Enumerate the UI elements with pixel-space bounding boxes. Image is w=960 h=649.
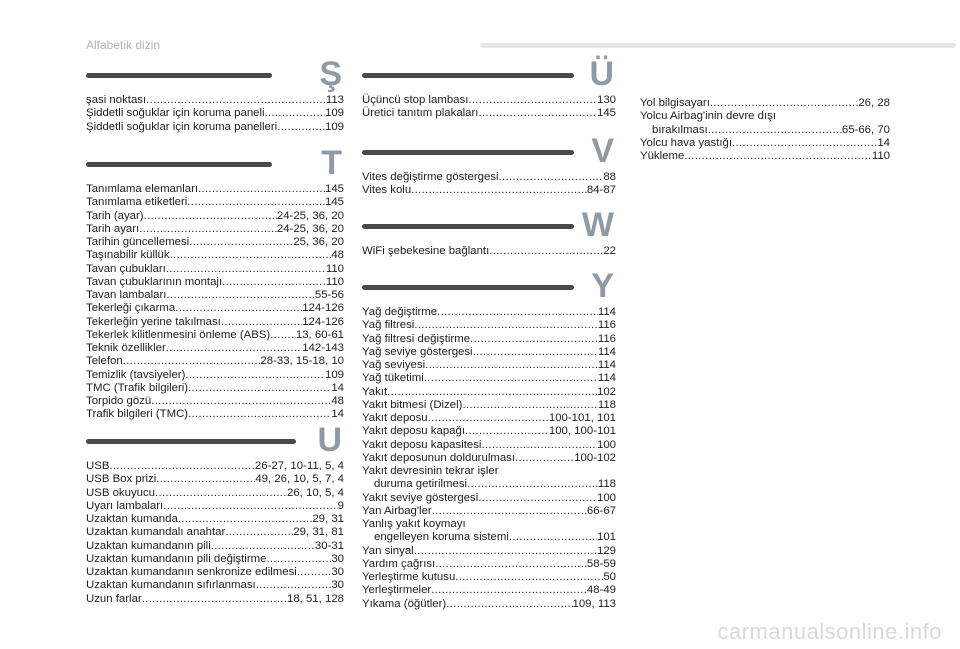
entry-name: Uyarı lambaları (86, 499, 164, 512)
entry-pages: 110 (871, 150, 890, 162)
entry-pages: 84-87 (586, 184, 616, 197)
entry-pages: 30-31 (314, 539, 344, 552)
entry-pages: 14 (331, 408, 344, 421)
entry-name: Temizlik (tavsiyeler) (86, 368, 186, 381)
entry-name: Üçüncü stop lambası (362, 94, 469, 106)
entry-pages: 129 (596, 544, 616, 557)
entry-list (640, 97, 890, 163)
entry-pages: 26, 28 (858, 97, 890, 109)
entry-name: TMC (Trafik bilgileri) (86, 381, 189, 394)
entry-pages: 109, 113 (572, 597, 616, 610)
entry-name: Teknik özellikler (86, 342, 166, 354)
entry-name: Tarih (ayar) (86, 209, 144, 222)
entry-name: Yakıt deposu kapasitesi (362, 438, 482, 451)
index-entry (86, 395, 344, 408)
entry-pages: 30 (331, 579, 344, 592)
index-entry (362, 425, 616, 438)
index-entry (362, 598, 616, 611)
entry-pages: 24-25, 36, 20 (276, 222, 344, 235)
entry-name: Yakıt (362, 385, 388, 398)
dot-leader (478, 492, 597, 505)
index-entry (640, 110, 890, 123)
dot-leader (435, 558, 587, 571)
dot-leader (156, 473, 255, 486)
index-entry (362, 452, 616, 465)
section-heading (362, 206, 616, 245)
entry-name: Telefon (86, 355, 123, 368)
index-entry (86, 473, 344, 486)
section-u-umlaut (362, 55, 616, 121)
entry-pages: 145 (596, 107, 616, 120)
entry-name: Tanımlama elemanları (86, 183, 199, 195)
dot-leader (256, 579, 332, 592)
entry-pages: 109 (324, 107, 344, 120)
section-y (362, 267, 616, 611)
index-entry (86, 302, 344, 315)
dot-leader (499, 171, 604, 184)
entry-pages: 100 (596, 438, 616, 451)
index-entry (86, 263, 344, 276)
dot-leader (478, 107, 597, 120)
entry-name: Yolcu Airbag'inin devre dışı (640, 110, 776, 123)
section-letter: T (321, 144, 342, 182)
entry-pages: 28-33, 15-18, 10 (260, 355, 344, 368)
dot-leader (211, 540, 315, 553)
header-bar (480, 43, 956, 48)
index-entry (362, 412, 616, 425)
entry-name: Yakıt deposu (362, 412, 428, 424)
entry-pages: 48-49 (586, 584, 616, 597)
dot-leader (489, 245, 603, 258)
index-entry (362, 465, 616, 478)
index-entry (362, 306, 616, 319)
entry-list (86, 183, 344, 422)
dot-leader (387, 386, 597, 399)
index-entry (86, 553, 344, 566)
dot-leader (166, 342, 302, 355)
dot-leader (515, 452, 574, 465)
entry-name: Yakıt deposu kapağı (362, 425, 466, 438)
entry-list (86, 94, 344, 134)
entry-list (362, 94, 616, 121)
section-letter: U (317, 421, 342, 459)
dot-leader (270, 329, 296, 342)
entry-pages: 50 (603, 571, 616, 583)
index-entry (362, 399, 616, 412)
entry-name: Uzaktan kumandanın sıfırlanması (86, 579, 256, 592)
entry-pages: 114 (597, 359, 616, 371)
entry-pages: 100, 100-101 (548, 425, 616, 438)
dot-leader (109, 460, 255, 473)
entry-name: Yakıt bitmesi (Dizel) (362, 398, 463, 411)
entry-name: Yakıt devresinin tekrar işler (362, 465, 499, 477)
index-entry (86, 460, 344, 473)
index-entry (362, 107, 616, 120)
index-entry (86, 369, 344, 382)
entry-name: Yağ filtresi değiştirme (362, 332, 471, 345)
dot-leader (411, 184, 587, 197)
index-entry (362, 359, 616, 372)
index-entry (86, 94, 344, 107)
header-title: Alfabetik dizin (86, 38, 161, 52)
entry-name: Uzaktan kumandanın pili değiştirme (86, 552, 267, 565)
entry-pages: 26-27, 10-11, 5, 4 (254, 460, 344, 472)
index-entry (362, 505, 616, 518)
dot-leader (189, 236, 293, 249)
dot-leader (424, 372, 598, 385)
entry-name: USB (86, 460, 110, 472)
entry-pages: 100 (596, 491, 616, 504)
dot-leader (146, 94, 326, 107)
entry-pages: 100-101, 101 (548, 412, 616, 424)
section-letter: Y (591, 267, 614, 305)
index-entry (86, 593, 344, 606)
section-y-continued (640, 97, 890, 163)
dot-leader (684, 150, 872, 163)
entry-pages: 109 (324, 120, 344, 133)
index-entry (362, 372, 616, 385)
dot-leader (297, 566, 331, 579)
entry-name: USB Box prizi (86, 473, 157, 486)
entry-pages: 49, 26, 10, 5, 7, 4 (255, 473, 344, 486)
entry-name: Şiddetli soğuklar için koruma panelleri (86, 120, 278, 133)
dot-leader (155, 487, 287, 500)
entry-pages: 130 (596, 94, 616, 106)
entry-name: Yol bilgisayarı (640, 97, 710, 109)
entry-pages: 29, 31, 81 (293, 526, 344, 539)
dot-leader (187, 196, 325, 209)
entry-name: USB okuyucu (86, 486, 156, 499)
entry-pages: 48 (331, 395, 344, 407)
index-entry (362, 492, 616, 505)
dot-leader (175, 302, 302, 315)
entry-pages: 116 (597, 332, 616, 345)
index-entry (362, 478, 616, 491)
dot-leader (414, 319, 597, 332)
entry-name: bırakılması (652, 123, 708, 136)
dot-leader (446, 598, 572, 611)
entry-name: Torpido gözü (86, 395, 152, 407)
index-entry (362, 184, 616, 197)
entry-pages: 24-25, 36, 20 (276, 209, 344, 222)
dot-leader (178, 513, 313, 526)
index-entry (362, 531, 616, 544)
entry-pages: 30 (331, 566, 344, 578)
index-entry (640, 150, 890, 163)
entry-pages: 116 (597, 319, 616, 332)
entry-name: Yağ filtresi (362, 319, 415, 332)
dot-leader (455, 571, 603, 584)
dot-leader (414, 545, 597, 558)
entry-pages: 58-59 (586, 557, 616, 570)
entry-name: Tekerleği çıkarma (86, 302, 176, 315)
entry-name: şasi noktası (86, 94, 147, 106)
entry-pages: 114 (597, 306, 616, 318)
index-entry (362, 558, 616, 571)
dot-leader (732, 137, 877, 150)
index-entry (362, 346, 616, 359)
section-rule (86, 162, 272, 167)
dot-leader (431, 584, 587, 597)
section-s-cedilla (86, 55, 344, 134)
entry-name: Vites kolu (362, 184, 412, 197)
entry-name: Şiddetli soğuklar için koruma paneli (86, 107, 265, 120)
entry-name: Tavan çubuklarının montajı (86, 275, 223, 288)
section-heading (86, 421, 344, 460)
section-w (362, 206, 616, 258)
entry-pages: 113 (325, 94, 344, 106)
watermark: carmanualsonline.info (717, 619, 942, 644)
dot-leader (123, 355, 261, 368)
entry-name: Üretici tanıtım plakaları (362, 107, 479, 120)
entry-pages: 9 (337, 499, 344, 512)
entry-pages: 101 (596, 531, 616, 544)
entry-pages: 30 (331, 552, 344, 565)
entry-pages: 109 (324, 368, 344, 381)
section-heading (86, 55, 344, 94)
index-entry (86, 289, 344, 302)
dot-leader (151, 395, 331, 408)
index-entry (86, 121, 344, 134)
dot-leader (163, 500, 337, 513)
entry-pages: 22 (603, 245, 616, 257)
index-entry (86, 196, 344, 209)
index-entry (86, 566, 344, 579)
entry-list (86, 460, 344, 606)
index-entry (362, 439, 616, 452)
dot-leader (437, 306, 598, 319)
index-entry (362, 518, 616, 531)
entry-pages: 65-66, 70 (841, 123, 890, 136)
entry-pages: 14 (331, 381, 344, 394)
entry-name: Yanlış yakıt koymayı (362, 518, 466, 530)
section-rule (362, 224, 574, 229)
dot-leader (481, 439, 597, 452)
dot-leader (225, 526, 293, 539)
section-letter: Ş (319, 55, 342, 93)
section-rule (362, 73, 574, 78)
section-rule (86, 73, 272, 78)
entry-name: Yağ tüketimi (362, 372, 424, 385)
dot-leader (265, 107, 325, 120)
dot-leader (468, 94, 597, 107)
entry-name: Uzun farlar (86, 592, 142, 605)
entry-name: Tarih ayarı (86, 222, 140, 235)
section-heading (86, 144, 344, 183)
dot-leader (708, 124, 842, 137)
section-t (86, 144, 344, 422)
entry-pages: 110 (325, 262, 344, 275)
dot-leader (185, 369, 325, 382)
entry-name: Yan Airbag'ler (362, 504, 432, 517)
index-entry (640, 124, 890, 137)
index-entry (362, 571, 616, 584)
index-entry (86, 183, 344, 196)
entry-name: Uzaktan kumandanın pili (86, 539, 211, 552)
entry-name: Yardım çağrısı (362, 557, 436, 570)
entry-pages: 55-56 (314, 289, 344, 301)
section-letter: Ü (589, 55, 614, 93)
entry-name: Yakıt seviye göstergesi (362, 491, 479, 504)
dot-leader (166, 263, 326, 276)
index-entry (640, 97, 890, 110)
dot-leader (465, 425, 549, 438)
dot-leader (432, 505, 587, 518)
dot-leader (509, 531, 597, 544)
dot-leader (473, 346, 598, 359)
section-u (86, 421, 344, 606)
index-entry (86, 487, 344, 500)
index-entry (86, 382, 344, 395)
entry-name: Tavan lambaları (86, 289, 167, 301)
entry-name: engelleyen koruma sistemi (374, 531, 509, 544)
entry-list (362, 306, 616, 611)
entry-name: Yerleştirmeler (362, 584, 432, 597)
index-entry (362, 171, 616, 184)
entry-name: Yan sinyal (362, 544, 414, 557)
dot-leader (710, 97, 858, 110)
entry-name: Uzaktan kumandanın senkronize edilmesi (86, 566, 297, 578)
index-entry (86, 316, 344, 329)
dot-leader (198, 183, 325, 196)
entry-list (362, 171, 616, 198)
index-entry (86, 408, 344, 421)
dot-leader (144, 210, 277, 223)
index-entry (86, 526, 344, 539)
index-entry (86, 223, 344, 236)
entry-name: Taşınabilir küllük (86, 249, 170, 262)
entry-name: Tarihin güncellemesi (86, 236, 190, 248)
section-letter: V (591, 132, 614, 170)
index-entry (86, 355, 344, 368)
index-entry (86, 500, 344, 513)
entry-pages: 13, 60-61 (295, 328, 344, 341)
dot-leader (222, 276, 326, 289)
index-entry (86, 249, 344, 262)
entry-name: Uzaktan kumandalı anahtar (86, 526, 226, 539)
entry-pages: 118 (597, 398, 616, 411)
section-heading (362, 55, 616, 94)
entry-name: Tavan çubukları (86, 262, 166, 275)
entry-name: Yıkama (öğütler) (362, 597, 447, 610)
index-entry (362, 245, 616, 258)
dot-leader (467, 478, 598, 491)
dot-leader (266, 553, 331, 566)
entry-name: Yağ değiştirme (362, 306, 438, 318)
entry-pages: 88 (603, 171, 616, 183)
section-rule (86, 439, 296, 444)
index-entry (362, 584, 616, 597)
entry-name: Trafik bilgileri (TMC) (86, 408, 189, 421)
section-heading (362, 267, 616, 306)
index-entry (86, 540, 344, 553)
dot-leader (188, 382, 331, 395)
index-entry (86, 579, 344, 592)
index-entry (86, 329, 344, 342)
entry-pages: 114 (597, 372, 616, 385)
index-entry (362, 545, 616, 558)
entry-pages: 18, 51, 128 (286, 592, 344, 605)
entry-pages: 14 (877, 136, 890, 149)
index-entry (362, 333, 616, 346)
entry-list (362, 245, 616, 258)
dot-leader (428, 412, 549, 425)
dot-leader (462, 399, 597, 412)
entry-pages: 66-67 (586, 504, 616, 517)
entry-pages: 110 (325, 275, 344, 288)
entry-name: Yakıt deposunun doldurulması (362, 451, 516, 464)
entry-name: Tanımlama etiketleri (86, 196, 188, 209)
entry-name: Yağ seviye göstergesi (362, 345, 473, 358)
entry-pages: 25, 36, 20 (293, 236, 344, 248)
entry-name: Yolcu hava yastığı (640, 136, 733, 149)
entry-name: Uzaktan kumanda (86, 513, 178, 525)
entry-pages: 102 (596, 385, 616, 398)
index-entry (86, 107, 344, 120)
dot-leader (188, 408, 331, 421)
entry-name: duruma getirilmesi (374, 478, 468, 491)
entry-pages: 118 (597, 478, 616, 491)
section-letter: W (581, 206, 614, 244)
entry-pages: 29, 31 (312, 513, 344, 525)
index-entry (362, 319, 616, 332)
section-rule (362, 285, 574, 290)
index-entry (86, 276, 344, 289)
entry-pages: 124-126 (302, 302, 344, 315)
entry-name: WiFi şebekesine bağlantı (362, 245, 490, 257)
dot-leader (166, 289, 314, 302)
entry-pages: 114 (597, 345, 616, 358)
index-entry (86, 342, 344, 355)
section-v (362, 132, 616, 198)
dot-leader (470, 333, 598, 346)
entry-name: Tekerleğin yerine takılması (86, 315, 221, 328)
entry-pages: 124-126 (302, 315, 344, 328)
entry-name: Vites değiştirme göstergesi (362, 171, 499, 183)
entry-name: Yağ seviyesi (362, 359, 426, 371)
dot-leader (170, 249, 332, 262)
dot-leader (221, 316, 302, 329)
entry-pages: 145 (324, 196, 344, 209)
dot-leader (139, 223, 277, 236)
section-heading (362, 132, 616, 171)
entry-name: Yerleştirme kutusu (362, 571, 456, 583)
entry-pages: 145 (324, 183, 344, 195)
entry-pages: 48 (331, 249, 344, 262)
entry-pages: 100-102 (574, 451, 616, 464)
index-entry (86, 236, 344, 249)
dot-leader (277, 121, 325, 134)
index-entry (362, 386, 616, 399)
dot-leader (142, 593, 287, 606)
index-entry (362, 94, 616, 107)
section-rule (362, 150, 574, 155)
index-entry (640, 137, 890, 150)
entry-pages: 142-143 (302, 342, 344, 354)
entry-pages: 26, 10, 5, 4 (287, 486, 344, 499)
index-entry (86, 210, 344, 223)
index-entry (86, 513, 344, 526)
entry-name: Tekerlek kilitlenmesini önleme (ABS) (86, 328, 271, 341)
entry-name: Yükleme (640, 150, 685, 162)
dot-leader (425, 359, 598, 372)
